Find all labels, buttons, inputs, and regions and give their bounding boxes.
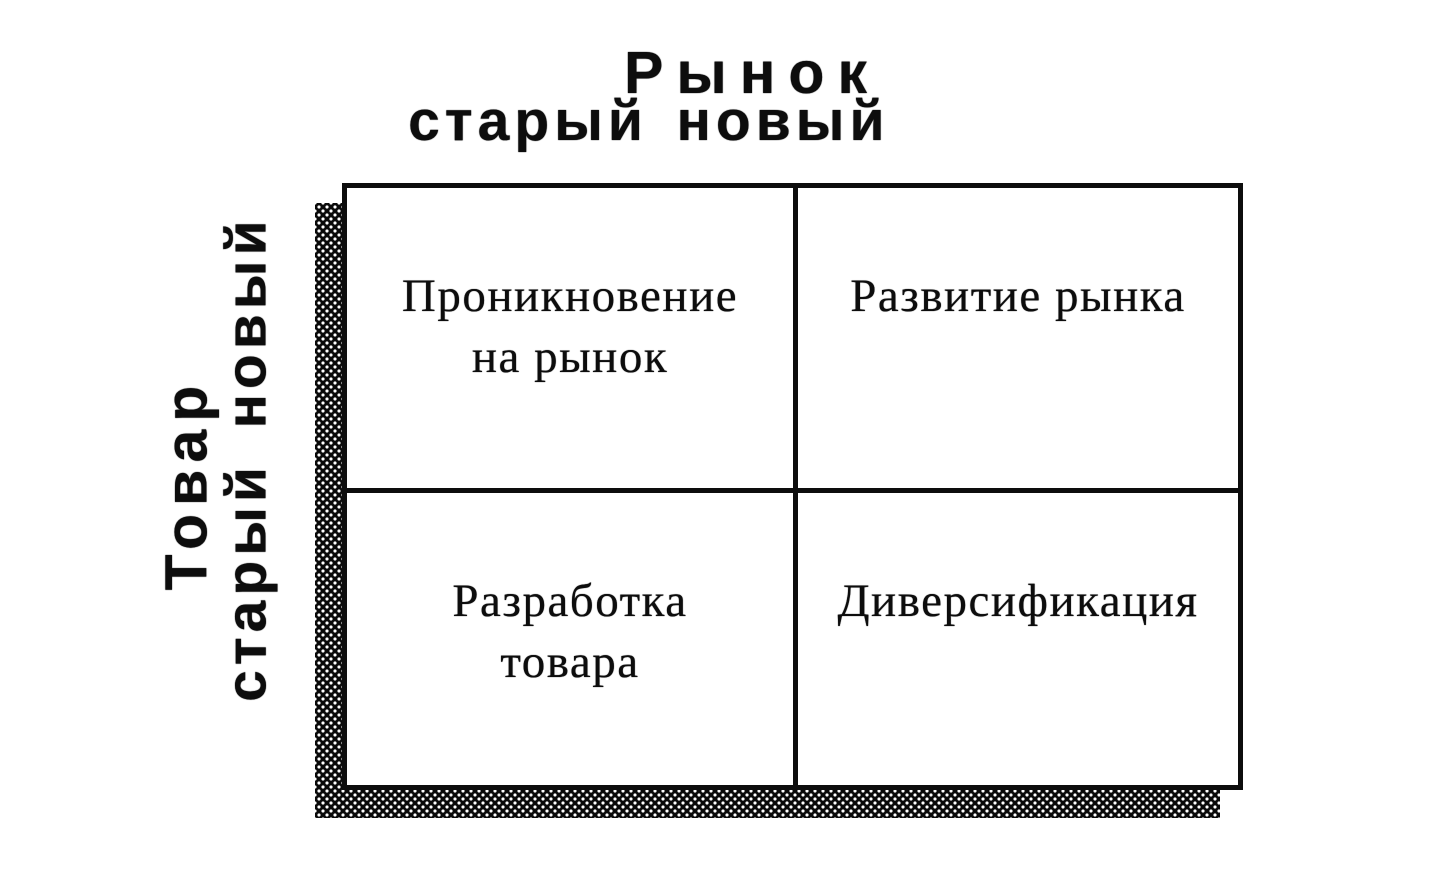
market-new-label: новый <box>676 89 890 153</box>
product-old-label: старый <box>214 462 279 702</box>
quadrant-market-development <box>798 188 1238 488</box>
product-new-label: новый <box>214 215 279 429</box>
quadrant-label-line: Развитие рынка <box>850 270 1186 322</box>
market-old-label: старый <box>408 89 648 153</box>
quadrant-market-penetration <box>347 188 793 488</box>
product-axis-title: Товар <box>153 377 220 591</box>
quadrant-diversification <box>798 493 1238 785</box>
market-axis-title: Рынок <box>624 40 880 106</box>
matrix-box <box>342 183 1243 790</box>
quadrant-product-development <box>347 493 793 785</box>
quadrant-label-line: товара <box>500 636 640 688</box>
quadrant-label-line: Разработка <box>452 575 688 627</box>
quadrant-label-line: Проникновение <box>401 270 739 322</box>
quadrant-label-line: на рынок <box>471 331 669 383</box>
quadrant-label-line: Диверсификация <box>837 575 1199 627</box>
